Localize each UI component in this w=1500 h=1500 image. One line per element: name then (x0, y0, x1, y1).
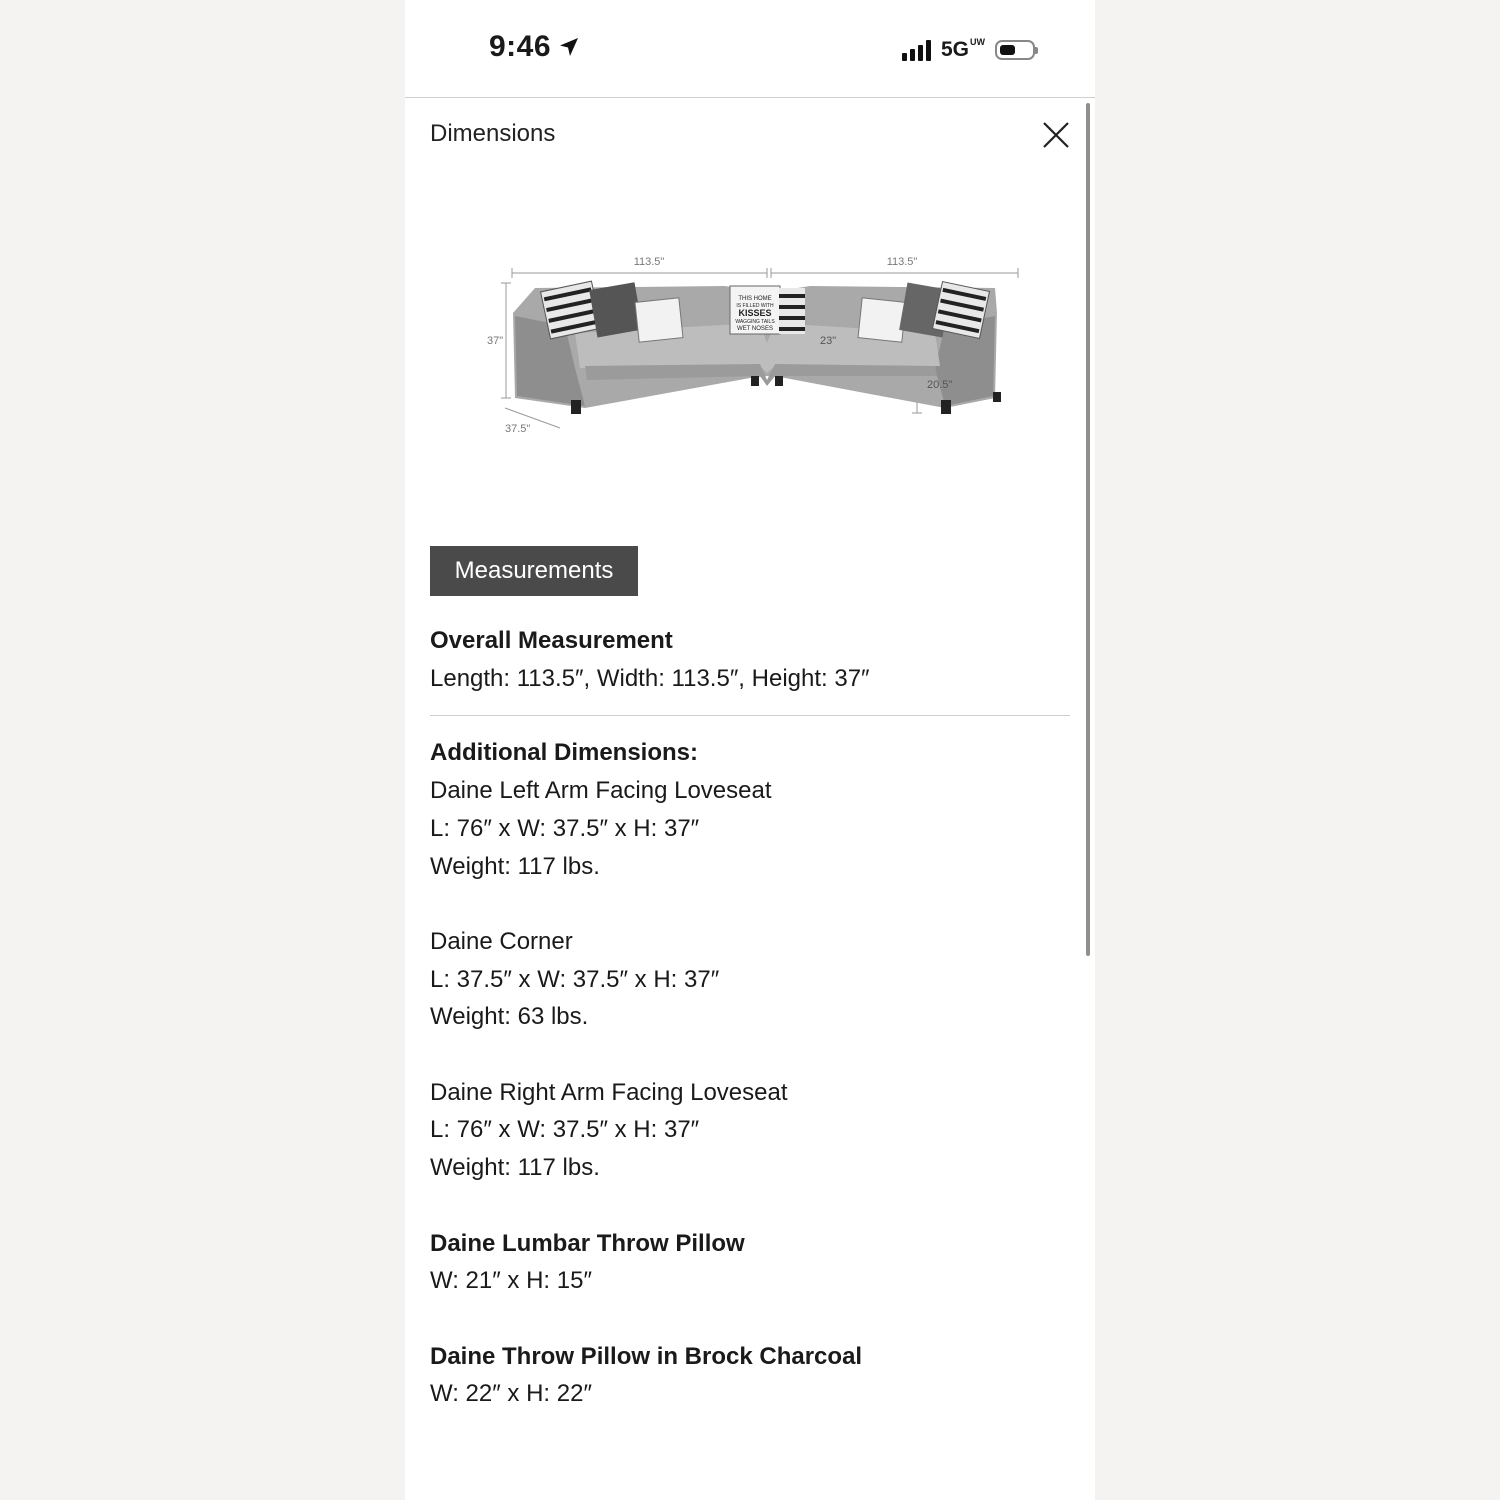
close-button[interactable] (1041, 120, 1071, 150)
section-divider (430, 715, 1070, 716)
dim-depth: 37.5" (505, 423, 531, 435)
sofa-dimension-diagram (475, 248, 1035, 448)
status-time (489, 30, 581, 64)
network-text: 5G (940, 38, 969, 61)
item-weight: Weight: 117 lbs. (430, 852, 600, 880)
dim-height: 37" (487, 335, 504, 347)
item-weight: Weight: 117 lbs. (430, 1154, 600, 1182)
pillow-line-3: KISSES (738, 308, 772, 318)
pillow-line-4: WAGGING TAILS (735, 319, 775, 325)
pillow-name: Daine Lumbar Throw Pillow (430, 1229, 745, 1257)
sheet-title: Dimensions (430, 120, 556, 147)
overall-heading: Overall Measurement (430, 627, 673, 654)
status-time-text: 9:46 (489, 30, 552, 63)
pillow-line-1: THIS HOME (738, 296, 772, 302)
pillow-name: Daine Throw Pillow in Brock Charcoal (430, 1342, 863, 1370)
dim-seat-depth: 23" (820, 335, 837, 347)
network-indicator (941, 38, 985, 62)
item-name: Daine Right Arm Facing Loveseat (430, 1078, 788, 1106)
measurements-tab[interactable]: Measurements (430, 546, 638, 596)
item-weight: Weight: 63 lbs. (430, 1003, 589, 1031)
dimensions-sheet (405, 97, 1095, 1500)
status-indicators (902, 36, 1035, 64)
item-dims: L: 76″ x W: 37.5″ x H: 37″ (430, 814, 700, 842)
dim-left-length: 113.5" (633, 256, 665, 268)
overall-value: Length: 113.5″, Width: 113.5″, Height: 37″ (430, 664, 870, 692)
pillow-line-2: IS FILLED WITH (736, 303, 774, 309)
dim-seat-height: 20.5" (927, 379, 953, 391)
item-name: Daine Corner (430, 927, 573, 955)
location-arrow-icon (557, 35, 581, 59)
pillow-line-5: WET NOSES (737, 326, 773, 332)
sofa-illustration (475, 248, 1035, 448)
measurements-content (430, 622, 1070, 1413)
item-name: Daine Left Arm Facing Loveseat (430, 777, 772, 805)
network-sup-text: UW (970, 37, 985, 47)
scrollbar[interactable] (1086, 103, 1090, 956)
signal-icon (902, 39, 931, 61)
item-dims: L: 37.5″ x W: 37.5″ x H: 37″ (430, 965, 720, 993)
battery-icon (995, 40, 1035, 60)
phone-screen (405, 0, 1095, 1500)
dim-right-length: 113.5" (886, 256, 918, 268)
additional-heading: Additional Dimensions: (430, 739, 699, 767)
pillow-dims: W: 22″ x H: 22″ (430, 1380, 592, 1408)
pillow-dims: W: 21″ x H: 15″ (430, 1267, 592, 1295)
close-icon (1041, 120, 1071, 150)
item-dims: L: 76″ x W: 37.5″ x H: 37″ (430, 1116, 700, 1144)
